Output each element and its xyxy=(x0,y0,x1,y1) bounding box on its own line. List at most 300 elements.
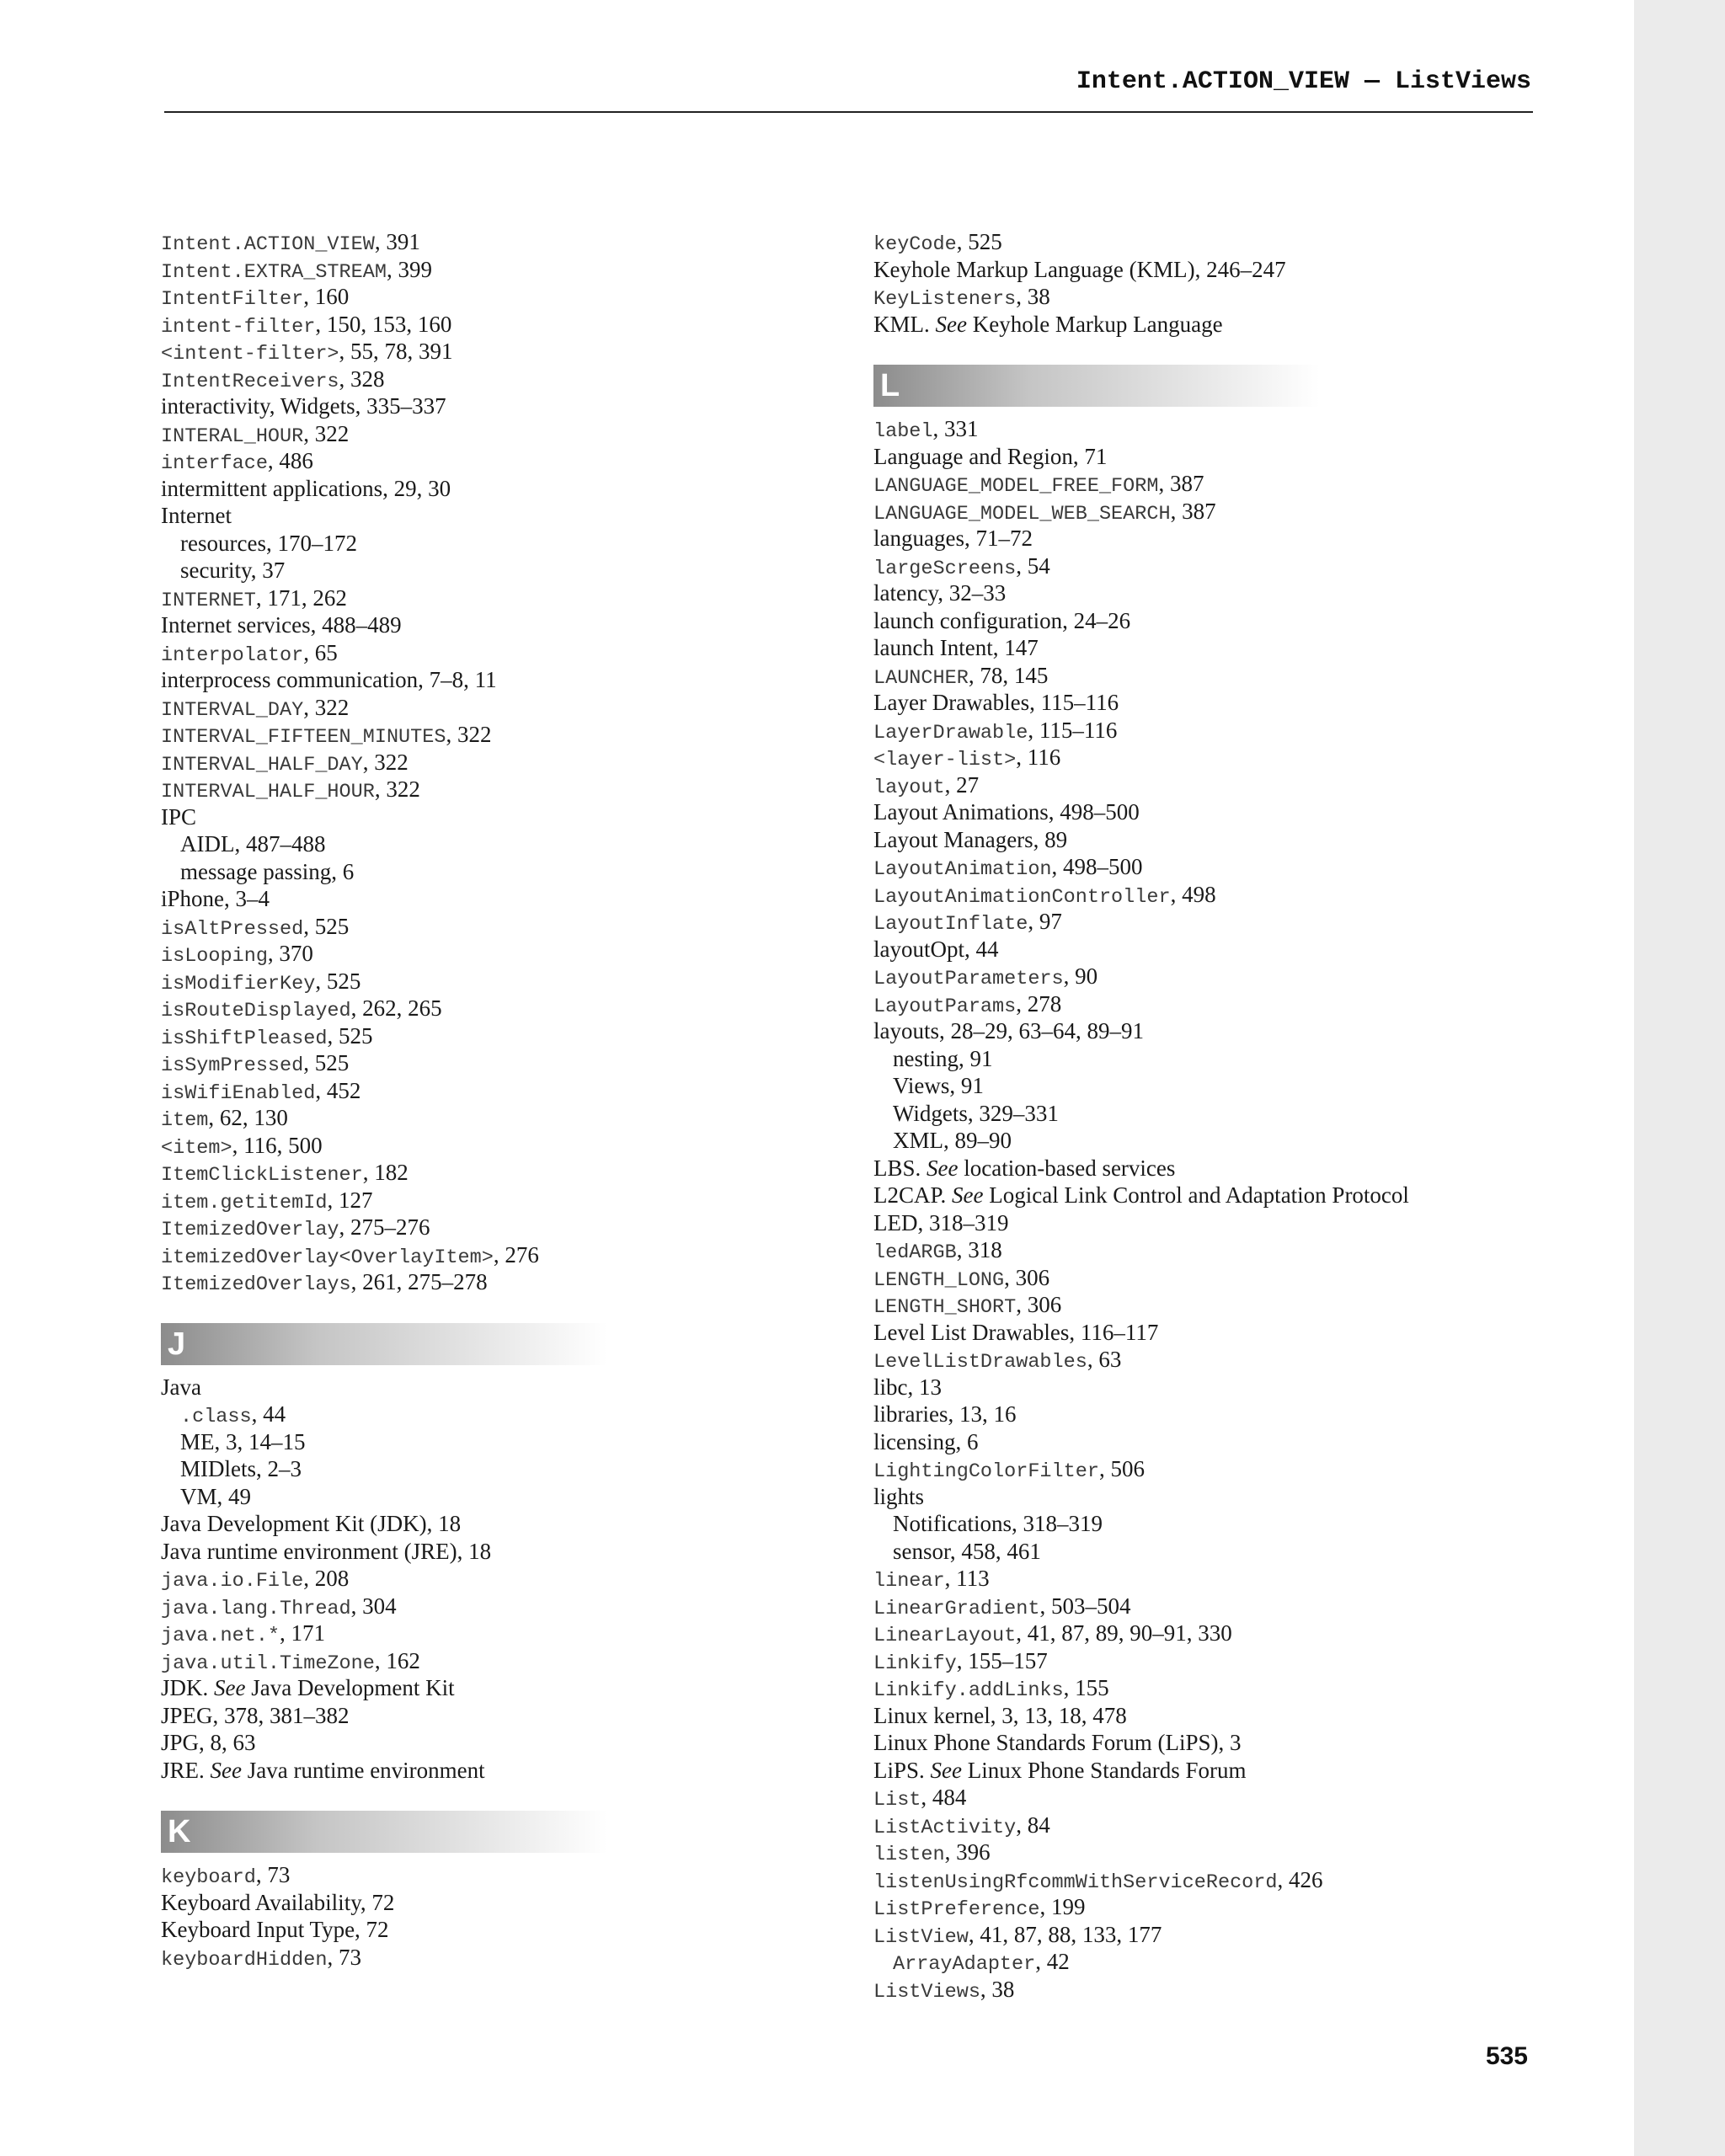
entry-term: LinearLayout xyxy=(873,1625,1017,1647)
index-entry xyxy=(161,913,818,941)
entry-pages: , 506 xyxy=(1098,1456,1145,1481)
index-entry xyxy=(873,415,1615,443)
entry-term: IPC xyxy=(161,803,197,830)
entry-pages: , 322 xyxy=(374,776,420,802)
entry-pages: , 84 xyxy=(1016,1812,1050,1838)
entry-term: ListActivity xyxy=(873,1816,1017,1839)
index-entry xyxy=(161,1049,818,1077)
index-entry xyxy=(873,881,1615,909)
entry-term: LinearGradient xyxy=(873,1597,1040,1620)
index-block xyxy=(161,228,818,1296)
entry-term: Java Development Kit (JDK), 18 xyxy=(161,1511,462,1536)
index-entry xyxy=(161,803,818,831)
entry-term: keyCode xyxy=(873,233,957,256)
index-subentry xyxy=(873,1510,1615,1538)
index-entry xyxy=(873,470,1615,498)
entry-pages: , 208 xyxy=(303,1566,350,1591)
index-entry xyxy=(873,1346,1615,1374)
entry-term: LayerDrawable xyxy=(873,721,1028,744)
index-subentry xyxy=(873,1072,1615,1100)
index-entry xyxy=(161,228,818,256)
letter-heading-k: K xyxy=(161,1811,607,1853)
index-entry xyxy=(873,853,1615,881)
entry-term: isShiftPleased xyxy=(161,1027,328,1050)
index-entry xyxy=(873,283,1615,311)
index-subentry xyxy=(161,830,818,858)
entry-term: JPEG, 378, 381–382 xyxy=(161,1702,350,1728)
index-entry xyxy=(161,256,818,284)
entry-term: linear xyxy=(873,1570,945,1593)
entry-pages: , 525 xyxy=(327,1022,373,1049)
entry-term: <item> xyxy=(161,1136,232,1160)
entry-term: Linux kernel, 3, 13, 18, 478 xyxy=(873,1702,1127,1728)
entry-term: Level List Drawables, 116–117 xyxy=(873,1319,1159,1345)
entry-term: item.getitemId xyxy=(161,1191,328,1214)
entry-pages: , 162 xyxy=(374,1647,420,1673)
index-entry xyxy=(161,1702,818,1730)
entry-term: ListViews xyxy=(873,1980,980,2004)
entry-term: security, 37 xyxy=(180,558,286,583)
entry-term: INTERAL_HOUR xyxy=(161,424,304,448)
entry-term: intent-filter xyxy=(161,315,316,339)
index-entry xyxy=(873,1757,1615,1785)
entry-term: KeyListeners xyxy=(873,288,1017,311)
index-entry xyxy=(161,311,818,339)
entry-pages: location-based services xyxy=(958,1155,1176,1181)
entry-term: ME, 3, 14–15 xyxy=(180,1428,306,1454)
index-entry xyxy=(873,1729,1615,1757)
entry-term: LANGUAGE_MODEL_FREE_FORM xyxy=(873,475,1159,498)
entry-pages: , 41, 87, 88, 133, 177 xyxy=(968,1921,1162,1947)
entry-term: lights xyxy=(873,1483,925,1509)
index-entry xyxy=(161,995,818,1022)
index-entry xyxy=(161,776,818,803)
entry-term: LENGTH_SHORT xyxy=(873,1296,1017,1319)
entry-pages: , 486 xyxy=(267,448,313,473)
index-entry xyxy=(161,1022,818,1050)
index-block xyxy=(873,228,1615,338)
index-entry xyxy=(873,1866,1615,1894)
page-margin-strip xyxy=(1634,0,1725,2156)
entry-pages: , 426 xyxy=(1277,1866,1323,1892)
entry-term: Java xyxy=(161,1374,201,1400)
index-entry xyxy=(873,1812,1615,1839)
index-entry xyxy=(873,1182,1615,1209)
entry-term: resources, 170–172 xyxy=(180,530,357,556)
index-entry xyxy=(161,338,818,366)
entry-term: LBS. xyxy=(873,1155,927,1181)
index-entry xyxy=(161,392,818,420)
index-entry xyxy=(161,1077,818,1105)
entry-term: keyboardHidden xyxy=(161,1948,328,1972)
index-entry xyxy=(161,1620,818,1647)
see-reference: See xyxy=(927,1155,959,1181)
index-entry xyxy=(873,311,1615,339)
entry-term: ItemClickListener xyxy=(161,1164,363,1187)
index-entry xyxy=(161,1159,818,1187)
index-entry xyxy=(873,662,1615,690)
entry-pages: , 503–504 xyxy=(1039,1593,1131,1619)
index-entry xyxy=(873,936,1615,963)
entry-pages: , 278 xyxy=(1016,990,1062,1017)
entry-pages: , 65 xyxy=(303,639,338,665)
entry-term: LANGUAGE_MODEL_WEB_SEARCH xyxy=(873,502,1171,526)
index-entry xyxy=(873,1455,1615,1483)
index-entry xyxy=(873,1921,1615,1949)
entry-term: MIDlets, 2–3 xyxy=(180,1456,302,1481)
entry-term: isRouteDisplayed xyxy=(161,1000,351,1022)
entry-pages: , 525 xyxy=(315,968,361,994)
entry-term: LevelListDrawables xyxy=(873,1351,1087,1374)
entry-pages: , 370 xyxy=(267,941,313,966)
entry-pages: , 73 xyxy=(255,1862,291,1887)
index-entry xyxy=(161,968,818,995)
index-entry xyxy=(161,611,818,639)
entry-pages: Java Development Kit xyxy=(245,1675,455,1700)
index-entry xyxy=(873,579,1615,607)
index-block xyxy=(161,1861,818,1971)
entry-term: Keyhole Markup Language (KML), 246–247 xyxy=(873,256,1286,282)
index-entry xyxy=(873,1236,1615,1264)
index-entry xyxy=(161,366,818,393)
entry-term: layout xyxy=(873,776,945,799)
entry-pages: , 171 xyxy=(280,1620,326,1646)
index-entry xyxy=(873,1674,1615,1702)
index-entry xyxy=(873,228,1615,256)
index-entry xyxy=(873,1976,1615,2004)
entry-term: label xyxy=(873,420,933,443)
entry-term: XML, 89–90 xyxy=(893,1128,1012,1153)
index-subentry xyxy=(873,1100,1615,1128)
entry-term: Widgets, 329–331 xyxy=(893,1100,1059,1126)
entry-term: INTERVAL_HALF_DAY xyxy=(161,753,363,776)
entry-term: LED, 318–319 xyxy=(873,1209,1009,1235)
entry-term: Intent.EXTRA_STREAM xyxy=(161,260,387,284)
index-entry xyxy=(873,256,1615,284)
entry-term: java.lang.Thread xyxy=(161,1597,351,1620)
entry-term: JDK. xyxy=(161,1675,215,1700)
index-entry xyxy=(161,1647,818,1675)
index-subentry xyxy=(873,1948,1615,1976)
entry-term: listenUsingRfcommWithServiceRecord xyxy=(873,1870,1278,1894)
entry-term: itemizedOverlay<OverlayItem> xyxy=(161,1246,494,1269)
index-subentry xyxy=(161,1428,818,1456)
index-entry xyxy=(873,1647,1615,1675)
entry-pages: , 54 xyxy=(1016,552,1050,579)
entry-term: libraries, 13, 16 xyxy=(873,1401,1017,1427)
entry-pages: , 391 xyxy=(374,229,420,254)
index-entry xyxy=(161,1861,818,1889)
entry-term: ItemizedOverlay xyxy=(161,1219,339,1241)
index-entry xyxy=(161,940,818,968)
entry-pages: , 38 xyxy=(1016,284,1050,309)
entry-term: message passing, 6 xyxy=(180,858,355,884)
entry-term: INTERNET xyxy=(161,589,256,612)
entry-term: Linux Phone Standards Forum (LiPS), 3 xyxy=(873,1730,1242,1755)
entry-term: Keyboard Input Type, 72 xyxy=(161,1917,389,1942)
index-entry xyxy=(161,502,818,530)
entry-pages: , 306 xyxy=(1004,1264,1050,1290)
entry-term: Layer Drawables, 115–116 xyxy=(873,690,1119,715)
entry-term: largeScreens xyxy=(873,557,1017,580)
entry-term: LayoutAnimation xyxy=(873,858,1052,881)
entry-term: item xyxy=(161,1109,209,1132)
entry-pages: , 276 xyxy=(493,1241,539,1267)
index-entry xyxy=(873,525,1615,552)
entry-term: LayoutInflate xyxy=(873,913,1028,936)
entry-term: Layout Animations, 498–500 xyxy=(873,799,1140,825)
entry-pages: , 182 xyxy=(362,1160,409,1185)
index-entry xyxy=(873,771,1615,799)
entry-term: KML. xyxy=(873,311,936,337)
index-entry xyxy=(161,1674,818,1702)
entry-pages: , 27 xyxy=(944,771,980,798)
index-entry xyxy=(161,283,818,311)
entry-term: nesting, 91 xyxy=(893,1045,993,1071)
entry-term: interface xyxy=(161,452,268,475)
entry-term: languages, 71–72 xyxy=(873,526,1033,551)
index-entry xyxy=(873,552,1615,580)
entry-term: Notifications, 318–319 xyxy=(893,1511,1103,1536)
entry-term: LAUNCHER xyxy=(873,666,969,690)
entry-term: interactivity, Widgets, 335–337 xyxy=(161,393,446,419)
see-reference: See xyxy=(935,311,967,337)
entry-term: interprocess communication, 7–8, 11 xyxy=(161,667,497,692)
index-entry xyxy=(161,1538,818,1566)
index-entry xyxy=(161,666,818,694)
entry-term: isLooping xyxy=(161,945,268,968)
entry-term: ledARGB xyxy=(873,1241,957,1264)
entry-term: .class xyxy=(180,1406,252,1428)
entry-term: launch configuration, 24–26 xyxy=(873,607,1131,633)
index-entry xyxy=(873,798,1615,826)
entry-term: java.util.TimeZone xyxy=(161,1652,375,1675)
index-entry xyxy=(873,443,1615,471)
index-entry xyxy=(873,1702,1615,1730)
entry-term: INTERVAL_FIFTEEN_MINUTES xyxy=(161,726,446,749)
index-entry xyxy=(873,1483,1615,1511)
index-entry xyxy=(873,963,1615,990)
entry-pages: , 160 xyxy=(303,284,350,309)
entry-pages: , 275–276 xyxy=(339,1214,430,1240)
entry-term: Layout Managers, 89 xyxy=(873,826,1068,852)
entry-pages: , 199 xyxy=(1039,1894,1086,1919)
right-column xyxy=(873,228,1615,2003)
see-reference: See xyxy=(952,1182,984,1208)
index-entry xyxy=(873,1893,1615,1921)
entry-term: IntentReceivers xyxy=(161,370,339,393)
entry-term: interpolator xyxy=(161,643,304,667)
index-entry xyxy=(161,721,818,749)
entry-term: libc, 13 xyxy=(873,1374,942,1400)
entry-pages: Keyhole Markup Language xyxy=(966,311,1223,337)
entry-term: java.io.File xyxy=(161,1570,304,1593)
index-subentry xyxy=(161,530,818,558)
index-entry xyxy=(161,1729,818,1757)
entry-pages: , 155 xyxy=(1063,1675,1109,1700)
index-subentry xyxy=(161,557,818,584)
entry-pages: , 262, 265 xyxy=(350,995,442,1021)
entry-pages: , 318 xyxy=(956,1237,1002,1262)
index-entry xyxy=(161,447,818,475)
entry-pages: , 387 xyxy=(1158,471,1204,496)
left-column xyxy=(161,228,818,1971)
entry-pages: , 322 xyxy=(303,420,350,446)
index-entry xyxy=(161,1268,818,1296)
letter-heading-j: J xyxy=(161,1323,607,1365)
entry-pages: , 63 xyxy=(1087,1347,1122,1372)
index-entry xyxy=(873,826,1615,854)
index-entry xyxy=(161,1241,818,1269)
entry-pages: , 42 xyxy=(1035,1949,1070,1974)
index-entry xyxy=(161,1374,818,1401)
index-entry xyxy=(161,694,818,722)
page-number: 535 xyxy=(1485,2042,1528,2070)
index-entry xyxy=(873,908,1615,936)
entry-term: Linkify.addLinks xyxy=(873,1679,1064,1702)
entry-term: ArrayAdapter xyxy=(893,1953,1036,1976)
entry-pages: , 328 xyxy=(339,366,385,392)
entry-term: licensing, 6 xyxy=(873,1428,979,1454)
entry-term: Language and Region, 71 xyxy=(873,443,1108,469)
entry-pages: , 90 xyxy=(1063,963,1098,989)
entry-term: JRE. xyxy=(161,1757,211,1783)
entry-pages: , 97 xyxy=(1028,909,1062,934)
index-entry xyxy=(873,1428,1615,1456)
entry-pages: , 116 xyxy=(1016,744,1061,770)
entry-pages: , 38 xyxy=(980,1976,1015,2002)
see-reference: See xyxy=(214,1675,246,1700)
index-subentry xyxy=(161,1455,818,1483)
entry-pages: , 41, 87, 89, 90–91, 330 xyxy=(1016,1620,1232,1646)
running-head: Intent.ACTION_VIEW — ListViews xyxy=(1076,67,1531,96)
entry-pages: , 44 xyxy=(251,1401,286,1427)
entry-term: INTERVAL_DAY xyxy=(161,698,304,722)
entry-term: latency, 32–33 xyxy=(873,580,1007,606)
entry-pages: , 396 xyxy=(944,1839,991,1865)
entry-pages: , 525 xyxy=(303,1050,350,1075)
entry-term: LayoutParams xyxy=(873,995,1017,1018)
letter-heading-l: L xyxy=(873,365,1320,407)
entry-term: ListPreference xyxy=(873,1898,1040,1921)
index-entry xyxy=(161,749,818,776)
entry-pages: , 322 xyxy=(303,694,350,720)
entry-term: LENGTH_LONG xyxy=(873,1268,1005,1292)
entry-term: layouts, 28–29, 63–64, 89–91 xyxy=(873,1018,1144,1043)
entry-term: VM, 49 xyxy=(180,1483,252,1509)
entry-term: Views, 91 xyxy=(893,1073,984,1098)
index-entry xyxy=(873,1593,1615,1620)
entry-pages: , 304 xyxy=(350,1593,397,1619)
entry-term: Linkify xyxy=(873,1652,957,1675)
index-entry xyxy=(873,1784,1615,1812)
entry-term: ListView xyxy=(873,1925,969,1949)
entry-pages: , 452 xyxy=(315,1077,361,1103)
index-entry xyxy=(161,584,818,612)
entry-term: Internet xyxy=(161,503,232,528)
entry-pages: , 525 xyxy=(303,913,350,939)
index-entry xyxy=(873,990,1615,1018)
index-entry xyxy=(161,1214,818,1241)
entry-pages: , 261, 275–278 xyxy=(350,1269,488,1294)
entry-pages: , 399 xyxy=(386,256,432,282)
index-entry xyxy=(873,1209,1615,1237)
entry-term: LayoutAnimationController xyxy=(873,885,1171,909)
entry-term: ItemizedOverlays xyxy=(161,1273,351,1296)
see-reference: See xyxy=(930,1757,962,1783)
index-entry xyxy=(161,1916,818,1944)
entry-pages: , 155–157 xyxy=(956,1647,1048,1673)
entry-pages: , 306 xyxy=(1016,1292,1062,1317)
index-subentry xyxy=(161,1401,818,1428)
index-entry xyxy=(161,1889,818,1917)
entry-term: LiPS. xyxy=(873,1757,931,1783)
index-entry xyxy=(873,607,1615,635)
entry-term: java.net.* xyxy=(161,1625,280,1647)
entry-term: launch Intent, 147 xyxy=(873,635,1039,660)
index-entry xyxy=(873,1565,1615,1593)
entry-pages: , 498–500 xyxy=(1051,854,1143,879)
entry-term: IntentFilter xyxy=(161,288,304,311)
index-subentry xyxy=(161,858,818,886)
index-entry xyxy=(161,1104,818,1132)
index-entry xyxy=(873,1620,1615,1647)
entry-pages: Linux Phone Standards Forum xyxy=(962,1757,1247,1783)
index-entry xyxy=(873,689,1615,717)
index-subentry xyxy=(873,1538,1615,1566)
entry-pages: , 73 xyxy=(327,1944,361,1970)
index-subentry xyxy=(161,1483,818,1511)
entry-term: listen xyxy=(873,1844,945,1866)
entry-term: isWifiEnabled xyxy=(161,1081,316,1105)
entry-term: iPhone, 3–4 xyxy=(161,886,270,911)
index-subentry xyxy=(873,1045,1615,1073)
index-entry xyxy=(161,1944,818,1972)
index-entry xyxy=(161,1757,818,1785)
index-entry xyxy=(873,1264,1615,1292)
entry-term: Intent.ACTION_VIEW xyxy=(161,233,375,256)
entry-pages: , 78, 145 xyxy=(968,662,1049,688)
see-reference: See xyxy=(210,1757,242,1783)
header-rule xyxy=(164,111,1533,113)
entry-term: isSymPressed xyxy=(161,1054,304,1077)
entry-pages: Java runtime environment xyxy=(241,1757,485,1783)
index-entry xyxy=(873,1374,1615,1401)
index-entry xyxy=(873,1017,1615,1045)
entry-pages: , 127 xyxy=(327,1187,373,1213)
index-entry xyxy=(161,475,818,503)
entry-term: INTERVAL_HALF_HOUR xyxy=(161,781,375,803)
index-entry xyxy=(161,1510,818,1538)
index-entry xyxy=(873,744,1615,771)
entry-pages: , 498 xyxy=(1170,881,1216,907)
index-entry xyxy=(161,420,818,448)
entry-pages: , 116, 500 xyxy=(232,1132,323,1158)
entry-pages: , 484 xyxy=(921,1785,967,1810)
entry-term: L2CAP. xyxy=(873,1182,953,1208)
index-entry xyxy=(873,717,1615,744)
index-entry xyxy=(873,1291,1615,1319)
entry-pages: , 322 xyxy=(362,749,409,775)
entry-pages: Logical Link Control and Adaptation Protocol xyxy=(983,1182,1409,1208)
entry-term: isModifierKey xyxy=(161,972,316,995)
entry-term: intermittent applications, 29, 30 xyxy=(161,475,451,501)
entry-term: Internet services, 488–489 xyxy=(161,612,402,638)
index-entry xyxy=(873,498,1615,526)
index-entry xyxy=(161,1565,818,1593)
entry-pages: , 150, 153, 160 xyxy=(315,311,452,337)
entry-term: JPG, 8, 63 xyxy=(161,1730,256,1755)
